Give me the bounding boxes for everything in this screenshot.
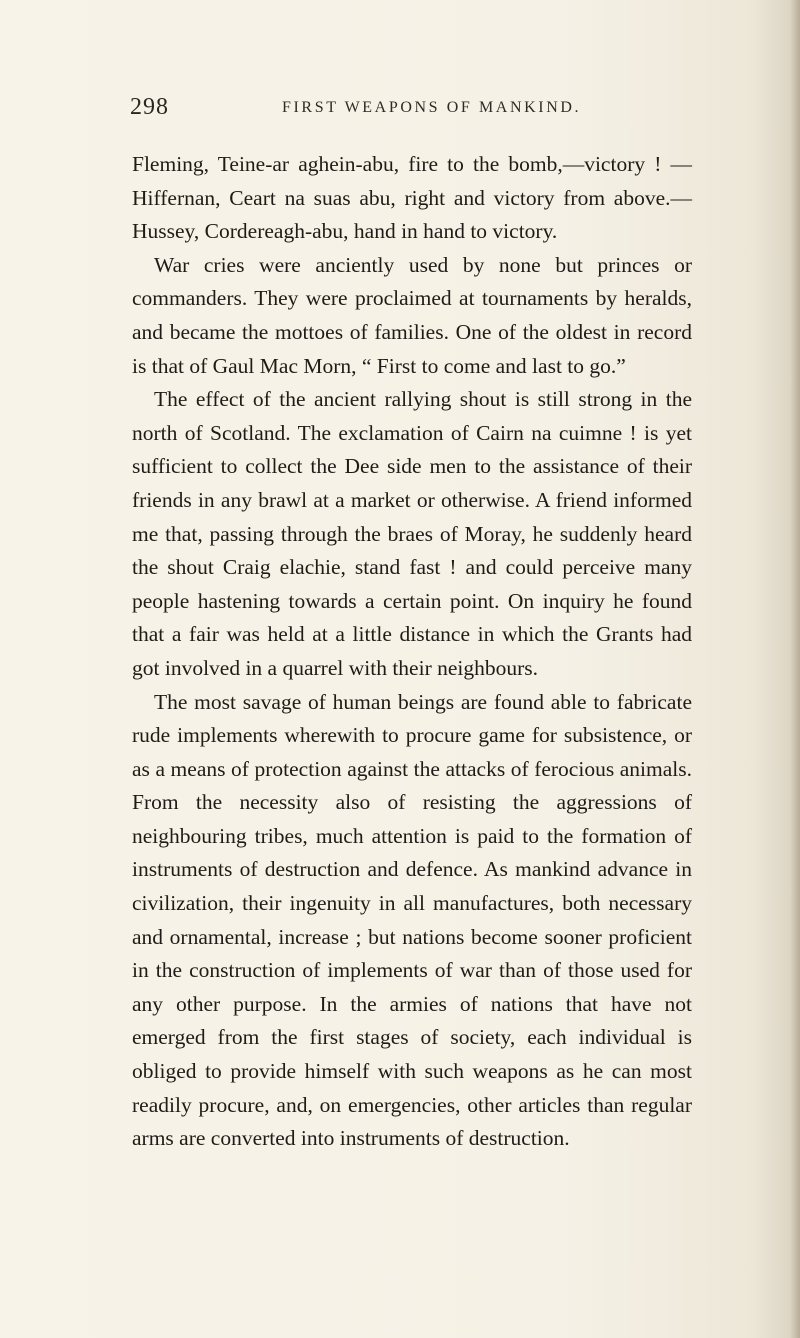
- body-text: [132, 148, 692, 1156]
- paragraph-war-cries-history: War cries were anciently used by none but princes or commanders. They were proclaimed at tournaments by heralds, and became the mottoes of families. One of the oldest in record is that of Gaul Mac Morn, “ First to come and last to go.”: [132, 252, 692, 378]
- page-number: 298: [130, 94, 169, 120]
- paragraph-war-cries-list: Fleming, Teine-ar aghein-abu, fire to the bomb,—victory ! —Hiffernan, Ceart na suas abu, right and victory from above.—Hussey, Cordereagh-abu, hand in hand to victory.: [132, 152, 692, 244]
- running-title: FIRST WEAPONS OF MANKIND.: [282, 99, 582, 116]
- paragraph-first-weapons: The most savage of human beings are found able to fabricate rude implements wherewith to procure game for subsistence, or as a means of protection against the attacks of ferocious animals. From the necessity also of resisting the aggressions of neighbouring tribes, much attention is paid to the formation of instruments of destruction and defence. As mankind advance in civilization, their ingenuity in all manufactures, both necessary and ornamental, increase ; but nations become sooner proficient in the construction of implements of war than of those used for any other purpose. In the armies of nations that have not emerged from the first stages of society, each individual is obliged to provide himself with such weapons as he can most readily procure, and, on emergencies, other articles than regular arms are converted into instruments of destruction.: [132, 689, 692, 1151]
- page-edge-shadow: [790, 0, 800, 1338]
- paragraph-rallying-shout: The effect of the ancient rallying shout is still strong in the north of Scotland. The exclamation of Cairn na cuimne ! is yet sufficient to collect the Dee side men to the assistance of their friends in any brawl at a market or otherwise. A friend informed me that, passing through the braes of Moray, he suddenly heard the shout Craig elachie, stand fast ! and could perceive many people hastening towards a certain point. On inquiry he found that a fair was held at a little distance in which the Grants had got involved in a quarrel with their neighbours.: [132, 387, 692, 680]
